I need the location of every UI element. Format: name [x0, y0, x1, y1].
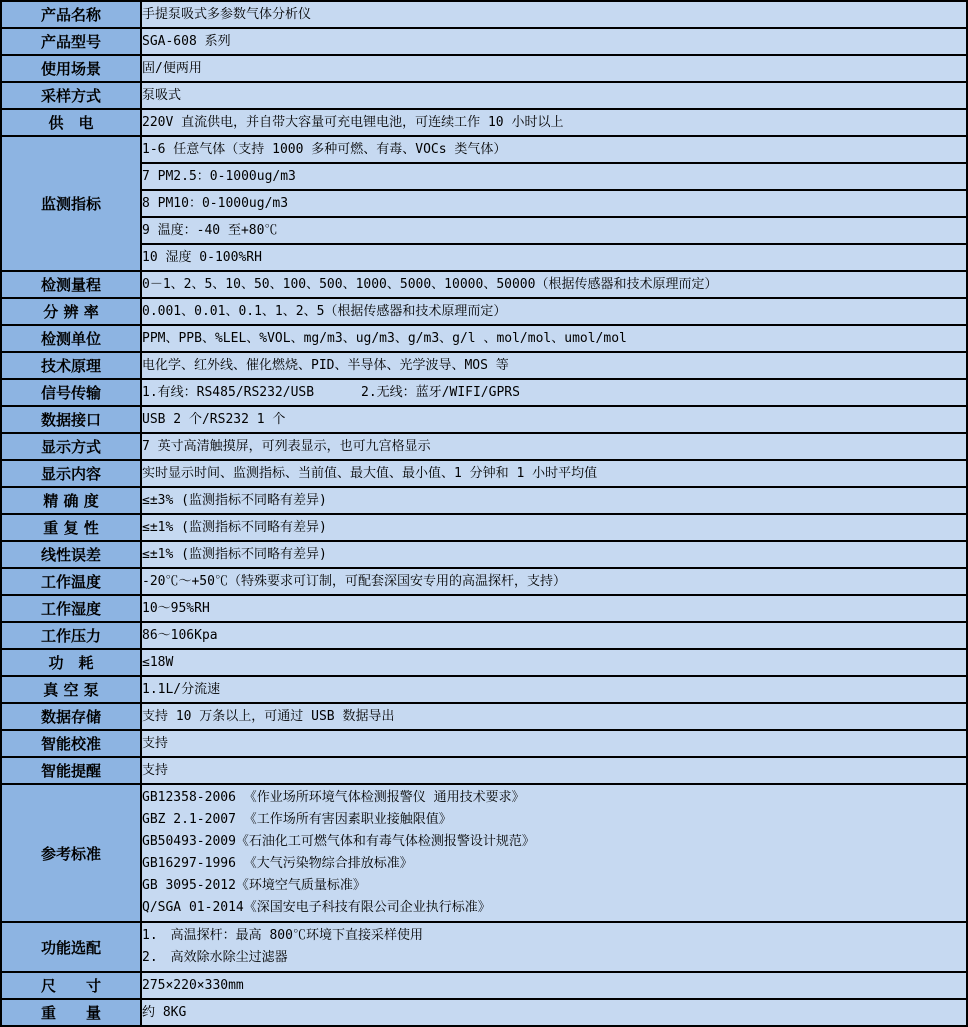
row-label: 产品名称: [1, 1, 141, 28]
row-value: 固/便两用: [141, 55, 967, 82]
table-row: [1, 325, 967, 352]
row-label: 线性误差: [1, 541, 141, 568]
row-value: 10～95%RH: [141, 595, 967, 622]
table-row: [1, 460, 967, 487]
row-value: SGA-608 系列: [141, 28, 967, 55]
table-row: [1, 676, 967, 703]
row-value: 支持 10 万条以上，可通过 USB 数据导出: [141, 703, 967, 730]
row-label: 显示方式: [1, 433, 141, 460]
row-label: 重 复 性: [1, 514, 141, 541]
row-label: 数据接口: [1, 406, 141, 433]
table-row: [1, 922, 967, 972]
table-row: [1, 433, 967, 460]
value-line: 1. 高温探杆：最高 800℃环境下直接采样使用: [142, 928, 423, 943]
row-label: 采样方式: [1, 82, 141, 109]
row-label: 检测单位: [1, 325, 141, 352]
table-row: [1, 109, 967, 136]
row-label: 重 量: [1, 999, 141, 1026]
table-row: [1, 190, 967, 217]
row-label: 数据存储: [1, 703, 141, 730]
table-row: [1, 406, 967, 433]
row-value: 0－1、2、5、10、50、100、500、1000、5000、10000、50000（根据传感器和技术原理而定）: [141, 271, 967, 298]
table-row: [1, 730, 967, 757]
row-label: 分 辨 率: [1, 298, 141, 325]
table-row: [1, 217, 967, 244]
row-label: 智能校准: [1, 730, 141, 757]
row-value: ≤±1% (监测指标不同略有差异): [141, 514, 967, 541]
row-value: [141, 784, 967, 922]
value-line: GB50493-2009《石油化工可燃气体和有毒气体检测报警设计规范》: [142, 834, 535, 849]
row-label: 功能选配: [1, 922, 141, 972]
row-value: -20℃～+50℃（特殊要求可订制，可配套深国安专用的高温探杆，支持）: [141, 568, 967, 595]
table-row: [1, 757, 967, 784]
table-row: [1, 622, 967, 649]
table-row: [1, 28, 967, 55]
table-row: [1, 244, 967, 271]
table-row: [1, 136, 967, 163]
row-value: ≤±1% (监测指标不同略有差异): [141, 541, 967, 568]
value-line: GBZ 2.1-2007 《工作场所有害因素职业接触限值》: [142, 812, 452, 827]
table-row: [1, 784, 967, 922]
table-row: [1, 271, 967, 298]
table-row: [1, 487, 967, 514]
row-label: 参考标准: [1, 784, 141, 922]
row-label: 真 空 泵: [1, 676, 141, 703]
table-row: [1, 82, 967, 109]
row-label: 技术原理: [1, 352, 141, 379]
row-value: 9 温度：-40 至+80℃: [141, 217, 967, 244]
row-value: 手提泵吸式多参数气体分析仪: [141, 1, 967, 28]
value-line: GB 3095-2012《环境空气质量标准》: [142, 878, 366, 893]
table-row: [1, 595, 967, 622]
row-label: 信号传输: [1, 379, 141, 406]
table-row: [1, 514, 967, 541]
row-value: ≤±3% (监测指标不同略有差异): [141, 487, 967, 514]
value-line: GB16297-1996 《大气污染物综合排放标准》: [142, 856, 413, 871]
row-value: USB 2 个/RS232 1 个: [141, 406, 967, 433]
row-label: 工作温度: [1, 568, 141, 595]
row-label: 使用场景: [1, 55, 141, 82]
row-value: 实时显示时间、监测指标、当前值、最大值、最小值、1 分钟和 1 小时平均值: [141, 460, 967, 487]
row-value: 泵吸式: [141, 82, 967, 109]
row-value: 支持: [141, 730, 967, 757]
row-value: 7 PM2.5：0-1000ug/m3: [141, 163, 967, 190]
table-row: [1, 703, 967, 730]
row-value: 1.有线：RS485/RS232/USB 2.无线：蓝牙/WIFI/GPRS: [141, 379, 967, 406]
table-row: [1, 541, 967, 568]
value-line: GB12358-2006 《作业场所环境气体检测报警仪 通用技术要求》: [142, 790, 525, 805]
row-value: 86～106Kpa: [141, 622, 967, 649]
table-row: [1, 163, 967, 190]
row-value: 0.001、0.01、0.1、1、2、5（根据传感器和技术原理而定）: [141, 298, 967, 325]
value-line: 2. 高效除水除尘过滤器: [142, 950, 288, 965]
row-label: 精 确 度: [1, 487, 141, 514]
row-value: 10 湿度 0-100%RH: [141, 244, 967, 271]
table-row: [1, 999, 967, 1026]
table-row: [1, 1, 967, 28]
row-value: 支持: [141, 757, 967, 784]
table-row: [1, 298, 967, 325]
row-label: 监测指标: [1, 136, 141, 271]
table-row: [1, 972, 967, 999]
row-value: 275×220×330mm: [141, 972, 967, 999]
row-value: 1-6 任意气体（支持 1000 多种可燃、有毒、VOCs 类气体）: [141, 136, 967, 163]
row-label: 产品型号: [1, 28, 141, 55]
row-label: 供 电: [1, 109, 141, 136]
table-row: [1, 352, 967, 379]
row-label: 工作湿度: [1, 595, 141, 622]
row-label: 显示内容: [1, 460, 141, 487]
row-label: 智能提醒: [1, 757, 141, 784]
row-label: 功 耗: [1, 649, 141, 676]
table-row: [1, 379, 967, 406]
row-value: 7 英寸高清触摸屏，可列表显示，也可九宫格显示: [141, 433, 967, 460]
table-row: [1, 55, 967, 82]
row-label: 尺 寸: [1, 972, 141, 999]
value-line: Q/SGA 01-2014《深国安电子科技有限公司企业执行标准》: [142, 900, 491, 915]
row-value: 8 PM10：0-1000ug/m3: [141, 190, 967, 217]
row-value: PPM、PPB、%LEL、%VOL、mg/m3、ug/m3、g/m3、g/l 、mol/mol、umol/mol: [141, 325, 967, 352]
row-label: 检测量程: [1, 271, 141, 298]
spec-table-body: [1, 1, 967, 1026]
row-label: 工作压力: [1, 622, 141, 649]
table-row: [1, 649, 967, 676]
row-value: 电化学、红外线、催化燃烧、PID、半导体、光学波导、MOS 等: [141, 352, 967, 379]
table-row: [1, 568, 967, 595]
row-value: 220V 直流供电，并自带大容量可充电锂电池，可连续工作 10 小时以上: [141, 109, 967, 136]
row-value: ≤18W: [141, 649, 967, 676]
row-value: 1.1L/分流速: [141, 676, 967, 703]
row-value: [141, 922, 967, 972]
row-value: 约 8KG: [141, 999, 967, 1026]
